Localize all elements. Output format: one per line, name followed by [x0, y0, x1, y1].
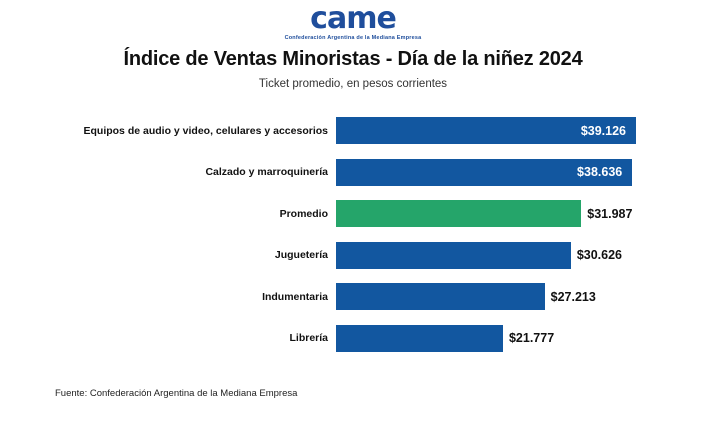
bar-track: [336, 235, 706, 277]
bar: [336, 159, 632, 186]
chart-row: [0, 193, 706, 235]
bar-track: [336, 318, 706, 360]
bar: [336, 117, 636, 144]
chart-title: Índice de Ventas Minoristas - Día de la niñez 2024: [123, 48, 583, 70]
bar: [336, 242, 571, 269]
category-label: Librería: [289, 332, 328, 345]
category-label: Promedio: [279, 207, 328, 220]
bar-value-label: $30.626: [576, 248, 622, 263]
bar-value-label: $21.777: [508, 331, 555, 346]
bar-track: [336, 276, 706, 318]
bar-track: [336, 152, 706, 194]
bar-value-label: $31.987: [587, 206, 633, 221]
bar: [336, 283, 545, 310]
logo-subtitle: Confederación Argentina de la Mediana Empresa: [284, 35, 422, 41]
category-label: Equipos de audio y video, celulares y accesorios: [83, 124, 328, 137]
chart-row: [0, 152, 706, 194]
chart-row: [0, 276, 706, 318]
bar-value-label: $38.636: [577, 165, 623, 180]
bar-track: [336, 193, 706, 235]
bottom-divider: [0, 414, 706, 415]
logo-wordmark: came: [310, 1, 396, 36]
chart-subtitle: Ticket promedio, en pesos corrientes: [258, 78, 448, 90]
chart-row: [0, 110, 706, 152]
category-label: Juguetería: [274, 249, 328, 262]
bar: [336, 325, 503, 352]
category-label: Calzado y marroquinería: [205, 166, 328, 179]
chart-row: [0, 235, 706, 277]
chart-row: [0, 318, 706, 360]
bar-track: [336, 110, 706, 152]
bar-chart: [0, 110, 706, 360]
category-label: Indumentaria: [262, 290, 328, 303]
bar-value-label: $39.126: [580, 123, 626, 138]
came-logo: [0, 1, 706, 41]
bar: [336, 200, 581, 227]
source-note: Fuente: Confederación Argentina de la Mediana Empresa: [55, 388, 298, 399]
bar-value-label: $27.213: [550, 289, 596, 304]
